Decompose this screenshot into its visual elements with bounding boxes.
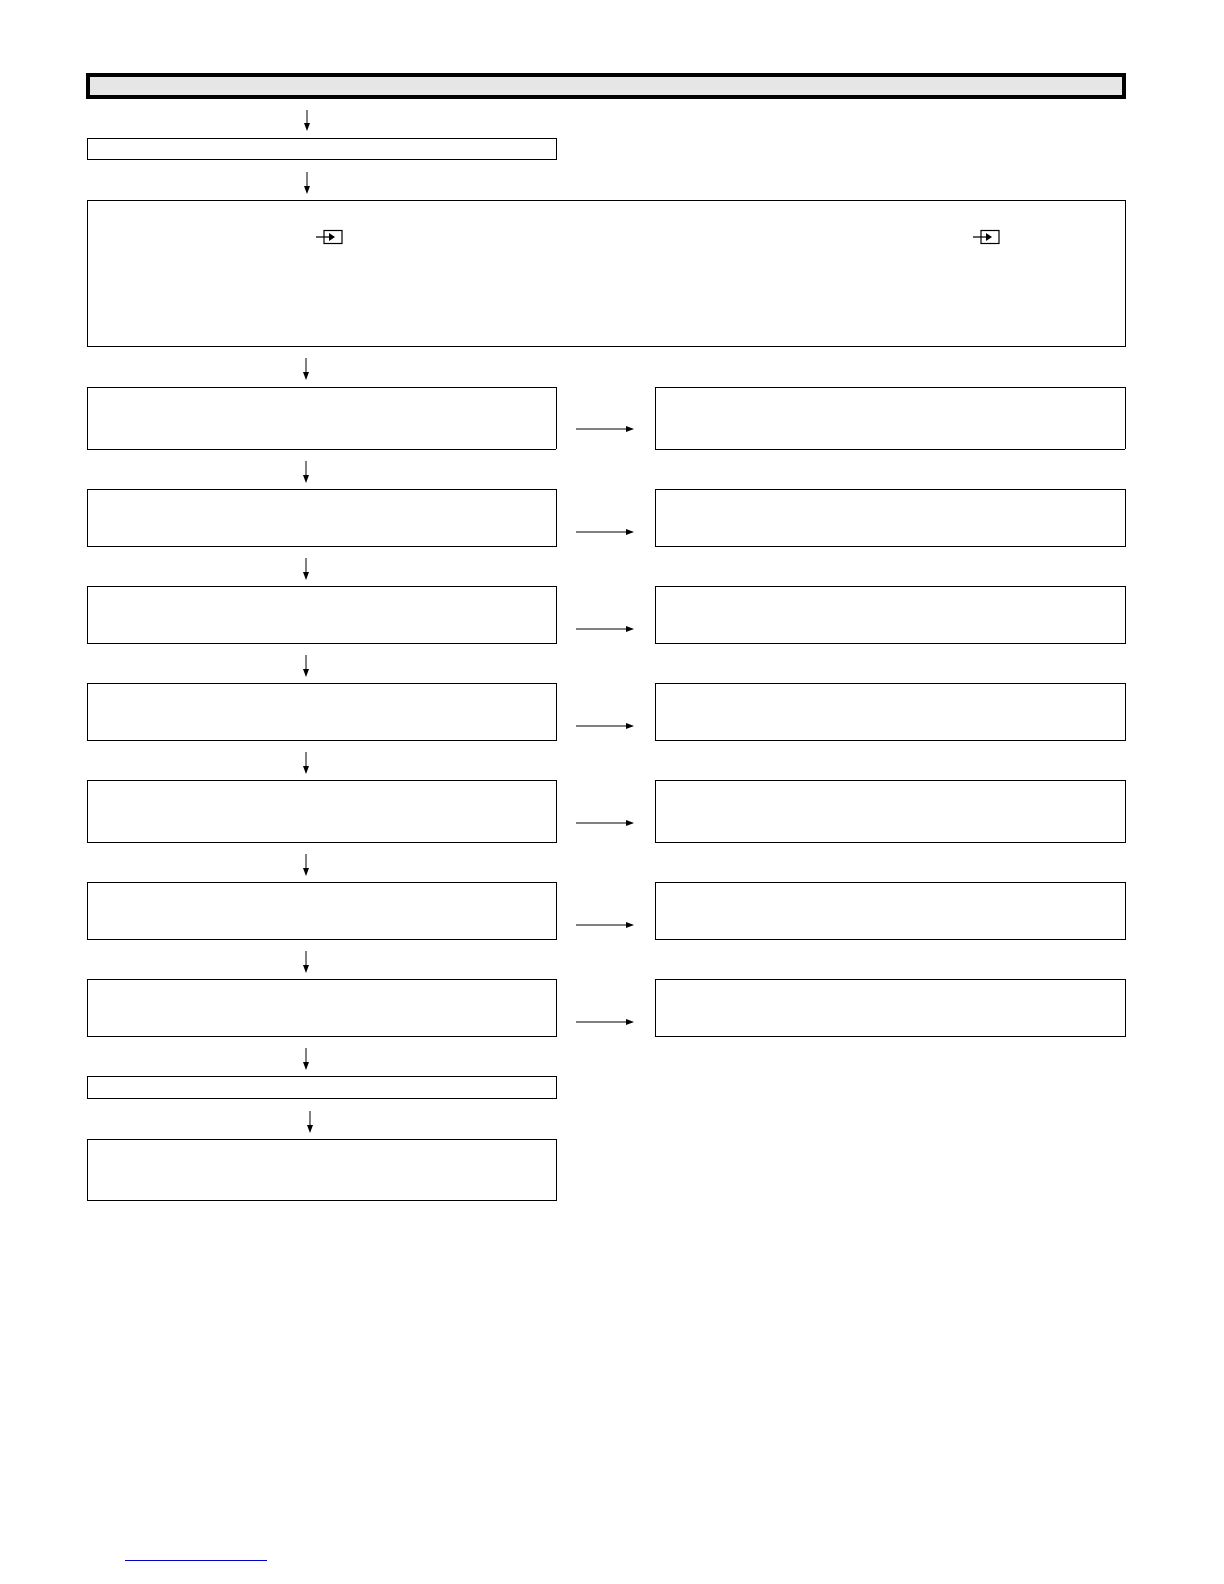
- step-box-8: [87, 979, 557, 1037]
- step-box-10: [87, 1139, 557, 1201]
- result-box-4: [655, 586, 1126, 644]
- step-box-5: [87, 683, 557, 741]
- step-box-4: [87, 586, 557, 644]
- result-box-2: [655, 387, 1126, 449]
- result-box-6: [655, 780, 1126, 843]
- instructions-box: [87, 200, 1126, 347]
- result-box-3: [655, 489, 1126, 547]
- input-source-icon: [973, 229, 1001, 245]
- step-box-3: [87, 489, 557, 547]
- step-box-6: [87, 780, 557, 843]
- step-box-2: [87, 387, 557, 449]
- step-box-9: [87, 1076, 557, 1099]
- result-box-5: [655, 683, 1126, 741]
- result-box-8: [655, 979, 1126, 1037]
- footer-link[interactable]: [125, 1546, 267, 1561]
- result-box-7: [655, 882, 1126, 940]
- input-source-icon: [316, 229, 344, 245]
- step-box-7: [87, 882, 557, 940]
- step-box-1: [87, 138, 557, 160]
